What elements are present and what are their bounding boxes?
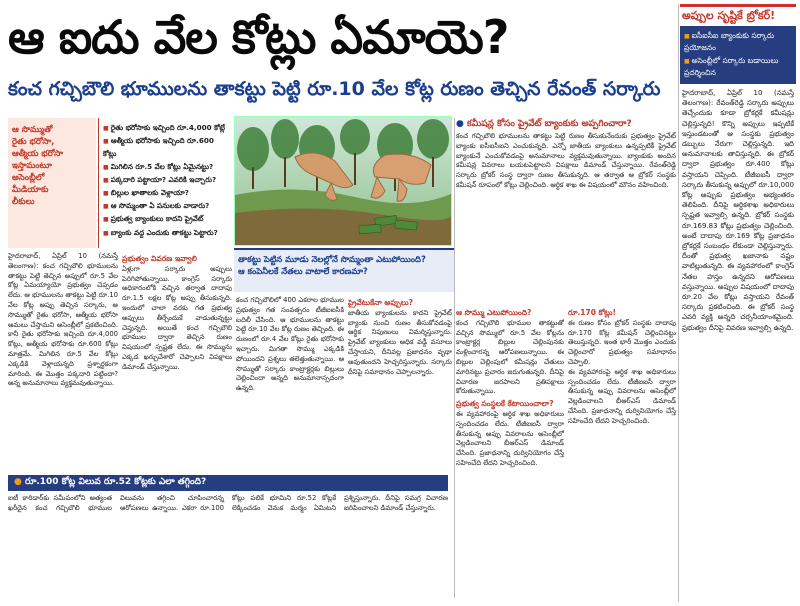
section-body: ఈ వ్యవహారంపై ఆర్థిక శాఖ అధికారులు స్పందించడం లేదు. టీజీఐఐసీ ద్వారా తీసుకున్న అప్పు వివరాలను అసెంబ్లీలో వెల్లడించాలని బీఆర్‌ఎస్ డిమాండ్ చేసింది. ప్రజాధనాన్ని దుర్వినియోగం చేస్తే సహించేది లేదని హెచ్చరించింది. [568, 367, 676, 425]
question-item: ■ బ్యాంకు వద్ద ఎందుకు తాకట్టు పెట్టారు? [103, 227, 226, 240]
question-item: ■ ప్రభుత్వ బ్యాంకులు కాదని ప్రైవేట్ [103, 213, 226, 226]
sidebar-body: హైదరాబాద్, ఏప్రిల్ 10 (నమస్తే తెలంగాణ): రేవంత్‌రెడ్డి సర్కారు అప్పులు తెచ్చేందుకు కూడా బ్రోకర్లకే కమీషన్లు చెల్లిస్తున్నది! కొన్ని అప్పులు ఇప్పటికే ఇస్తుండటంతో ఆ సంస్థకు ప్రభుత్వం డబ్బులు నేరుగా చెల్లిస్తున్నది. ఇది అనుమానాలకు తావిస్తున్నది. ఈ బ్రోకర్ ద్వారా ప్రభుత్వం రూ.400 కోట్లు వస్తాయని చెప్పింది. టీజీఐఐసీ ద్వారా సర్కారు తీసుకున్న అప్పులో రూ.10,000 కోట్ల అప్పుకు ప్రభుత్వం అభ్యంతరం తెలిపింది. దీనిపై ఆర్థికశాఖ అధికారులు స్పష్టత ఇవ్వాల్సి ఉన్నది. బ్రోకర్ సంస్థకు రూ.169.83 కోట్లు ప్రభుత్వం చెల్లించింది. అంటే దాదాపు రూ.169 కోట్ల ప్రజాధనం బ్రోకర్లకే సంబంధం లేకుండా చెల్లిస్తున్నారు. దీంతో ప్రభుత్వ ఖజానాకు నష్టం వాటిల్లుతున్నది. ఈ వ్యవహారంలో కాంగ్రెస్ నేతల హస్తం ఉన్నదని ఆరోపణలు వస్తున్నాయి. అప్పుల విషయంలో దాదాపు రూ.20 వేల కోట్లు వస్తాయని రేవంత్ సర్కారు ప్రకటించింది. ఈ బ్రోకర్ సంస్థ ఎవరి వ్యక్తి అన్నది చర్చనీయాంశమైంది. ప్రభుత్వం దీనిపై వివరణ ఇవ్వాల్సి ఉన్నది. [682, 89, 794, 332]
article-column-b [122, 252, 232, 472]
quote-line: ఆ కంపెనీలకే నేతలు వాటాలే కారణమా? [238, 266, 368, 276]
quote-line: తాకట్టు పెట్టిన మూడు నెలల్లోనే సొమ్మంతా ఎటుపోయింది? [238, 254, 426, 264]
section-body: ఈ వ్యవహారంపై ఆర్థిక శాఖ అధికారులు స్పందించడం లేదు. టీజీఐఐసీ ద్వారా తీసుకున్న అప్పు వివరాలను అసెంబ్లీలో వెల్లడించాలని బీఆర్‌ఎస్ డిమాండ్ చేసింది. ప్రజాధనాన్ని దుర్వినియోగం చేస్తే సహించేది లేదని హెచ్చరించింది. [456, 409, 564, 467]
section-heading: ప్రైవేటుకేనా అప్పులు? [348, 298, 413, 307]
section-body: ఈ రుణం కోసం బ్రోకర్ సంస్థకు దాదాపు రూ.170 కోట్ల కమీషన్ చెల్లించినట్టు తెలుస్తున్నది. ఇంత భారీ మొత్తం ఎందుకు చెల్లించారో ప్రభుత్వం సమాధానం చెప్పాలి. [568, 318, 676, 366]
article-column-g [568, 306, 676, 596]
bullet-icon: ● [14, 477, 25, 487]
article-column-e [456, 306, 564, 596]
land-hands-illustration [234, 116, 452, 246]
section-body: కంచ గచ్చిబౌలి భూముల తాకట్టుతో వచ్చిన సొమ్ములో రూ.5 వేల కోట్లను కాంట్రాక్టర్ల బిల్లుల చెల్లింపునకు మళ్లించారన్న ఆరోపణలున్నాయి. ఈ బిల్లుల చెల్లింపులో కమీషన్లు చేతులు మారినట్టు ప్రచారం జరుగుతున్నది. దీనిపై విచారణ జరపాలని ప్రతిపక్షాలు కోరుతున్నాయి. [456, 318, 564, 396]
question-item: ■ పక్కదారి పట్టాయా? ఎవరికి ఇచ్చారు? [103, 174, 226, 187]
section-heading: ప్రభుత్వ సంస్థలకే కేటాయించాలా? [456, 399, 554, 409]
highlight-line: ఆత్మీయ భరోసా [12, 149, 63, 159]
sidebar [680, 4, 796, 602]
sidebar-bullet: ■ అసెంబ్లీలో సర్కారు బడాయిలు ప్రదర్శించిన [684, 55, 792, 78]
section-heading: రూ.170 కోట్లు! [568, 308, 616, 317]
section-heading: ప్రభుత్వం వివరణ ఇవ్వాలి [122, 254, 197, 263]
quote-box [234, 248, 454, 292]
subheadline: కంచ గచ్చిబౌలి భూములను తాకట్టు పెట్టి రూ.10 వేల కోట్ల రుణం తెచ్చిన రేవంత్ సర్కారు [8, 78, 661, 100]
land-illustration-svg [235, 117, 452, 246]
highlight-line: రైతు భరోసా, [12, 137, 55, 147]
bottom-banner-text: రూ.100 కోట్ల విలువ రూ.52 కోట్లకు ఎలా తగ్గింది? [25, 477, 207, 487]
question-item: ■ ఆ సొమ్మంతా ఏ పనులకు వాడారు? [103, 200, 226, 213]
bottom-body: ఐటీ కారిడార్‌కు సమీపంలోని అత్యంత ఖరీదైన కంచ గచ్చిబౌలి భూముల విలువను తగ్గించి చూపించారన్న ఆరోపణలు ఉన్నాయి. ఎకరా రూ.100 కోట్లు పలికే భూమిని రూ.52 కోట్లకే లెక్కించడం వెనుక మర్మం ఏమిటని ప్రశ్నిస్తున్నారు. దీనిపై సమగ్ర విచారణ జరిపించాలని డిమాండ్ చేస్తున్నారు. [8, 494, 448, 512]
headline: ఆ ఐదు వేల కోట్లు ఏమాయె? [8, 10, 509, 64]
article-column-a: హైదరాబాద్, ఏప్రిల్ 10 (నమస్తే తెలంగాణ): కంచ గచ్చిబౌలి భూములను తాకట్టు పెట్టి తెచ్చిన అప్పులో రూ.5 వేల కోట్ల ఏమయ్యాయో ప్రభుత్వం చెప్పడం లేదు. ఆ భూములను తాకట్టు పెట్టి రూ.10 వేల కోట్ల అప్పు తెచ్చిన సర్కారు, ఆ సొమ్ముతో రైతు భరోసా, ఆత్మీయ భరోసా అమలు చేస్తామని అసెంబ్లీలో ప్రకటించింది. కానీ రైతు భరోసాకు ఇచ్చింది రూ.4,000 కోట్లు, ఆత్మీయ భరోసాకు రూ.600 కోట్లు మాత్రమే. మిగిలిన రూ.5 వేల కోట్లు ఎక్కడికి వెళ్లాయన్నది ప్రశ్నార్థకంగా మారింది. ఈ మొత్తం పక్కదారి పట్టిందా? అన్న అనుమానాలు వ్యక్తమవుతున్నాయి. [8, 252, 118, 388]
question-item: ■ రైతు భరోసాకు ఇచ్చింది రూ.4,000 కోట్లే [103, 122, 226, 135]
question-item: ■ మిగిలిన రూ.5 వేల కోట్లు ఏమైనట్టు? [103, 161, 226, 174]
sidebar-bullets [680, 26, 796, 84]
highlight-box [8, 118, 96, 248]
article-column-c: కంచ గచ్చిబౌలిలో 400 ఎకరాల భూముల ప్రభుత్వం గత సంవత్సరం టీజీఐఐసీకి బదిలీ చేసింది. ఆ భూములను తాకట్టు పెట్టి రూ.10 వేల కోట్ల రుణం తెచ్చింది. ఈ రుణంలో రూ.4 వేల కోట్లు రైతు భరోసాకు ఇచ్చారు. మిగతా సొమ్ము ఎక్కడికి పోయిందని ప్రశ్నలు తలెత్తుతున్నాయి. ఆ సొమ్ముతో సర్కారు కాంట్రాక్టర్లకు బిల్లులు చెల్లించిందా అన్నది అనుమానాస్పదంగా ఉన్నది. [236, 296, 344, 393]
highlight-line: ఆ సొమ్ముతో [12, 125, 53, 135]
section-body: ఏళ్లుగా సర్కారు అప్పులు పెరిగిపోతున్నాయి. కాంగ్రెస్ సర్కారు అధికారంలోకి వచ్చిన తర్వాత దాదాపు రూ.1.5 లక్షల కోట్ల అప్పు తీసుకున్నది. ఇందులో చాలా వరకు గత ప్రభుత్వ అప్పులు తీర్చేందుకే వాడుతున్నట్టు చెప్తున్నది. అయితే కంచ గచ్చిబౌలి భూముల ద్వారా తెచ్చిన రుణం విషయంలో స్పష్టత లేదు. ఈ సొమ్మును ఎక్కడ ఖర్చుచేశారో చెప్పాలని విపక్షాలు డిమాండ్ చేస్తున్నాయి. [122, 264, 232, 371]
highlight-line: మీడియాకు [12, 185, 49, 195]
question-list [98, 118, 230, 248]
section-heading: ఆ సొమ్ము ఎటుపోయింది? [456, 308, 532, 317]
sidebar-bullet: ■ ఐసీఐసీఐ బ్యాంకుకు సర్కారు ప్రయోజనం [684, 30, 792, 53]
highlight-line: లీకులు [12, 197, 35, 207]
right-section [456, 118, 676, 130]
sidebar-title: అప్పుల సృష్టికే బ్రోకర్! [680, 4, 796, 26]
question-item: ■ ఆత్మీయ భరోసాకు ఇచ్చింది రూ.600 కోట్లు [103, 135, 226, 160]
question-item: ■ బిల్లుల ఖాతాలకు వెళ్లాయా? [103, 187, 226, 200]
bottom-banner [8, 475, 448, 491]
highlight-line: ఇస్తామంటూ [12, 161, 52, 171]
column-divider [454, 118, 455, 598]
highlight-line: అసెంబ్లీలో [12, 173, 45, 183]
section-body: జాతీయ బ్యాంకులను కాదని ప్రైవేట్ బ్యాంకు నుంచి రుణం తీసుకోవడంపై ఆర్థిక నిపుణులు విమర్శిస్తున్నారు. ప్రైవేట్ బ్యాంకులు అధిక వడ్డీ వసూలు చేస్తాయని, దీనివల్ల ప్రజాధనం వృథా అవుతుందని హెచ్చరిస్తున్నారు. సర్కారు దీనిపై సమాధానం చెప్పాలన్నారు. [348, 308, 452, 376]
article-column-d [348, 296, 452, 472]
column-divider [678, 4, 679, 602]
right-section-body: కంచ గచ్చిబౌలి భూములను తాకట్టు పెట్టి రుణం తీసుకునేందుకు ప్రభుత్వం ప్రైవేట్ బ్యాంకు ఐసీఐసీఐని ఎంచుకున్నది. ఎన్నో జాతీయ బ్యాంకులు ఉన్నప్పటికీ ప్రైవేట్ బ్యాంకునే ఎంచుకోవడంపై అనుమానాలు వ్యక్తమవుతున్నాయి. బ్యాంకుకు అందిన కమీషన్ల వివరాలు బయటపెట్టాలని విపక్షాలు డిమాండ్ చేస్తున్నాయి. రేవంత్‌రెడ్డి సర్కారు బ్రోకర్ సంస్థ ద్వారా రుణం తీసుకున్నది. ఆ తర్వాత ఆ బ్రోకర్ సంస్థకు కమీషన్ రూపంలో కోట్లు చెల్లించింది. ఆర్థిక శాఖ ఈ విషయంలో మౌనం వహించింది. [456, 132, 676, 189]
right-section-heading: ● కమీషన్ల కోసం ప్రైవేట్ బ్యాంకుకు అప్పగించారా? [456, 118, 676, 130]
